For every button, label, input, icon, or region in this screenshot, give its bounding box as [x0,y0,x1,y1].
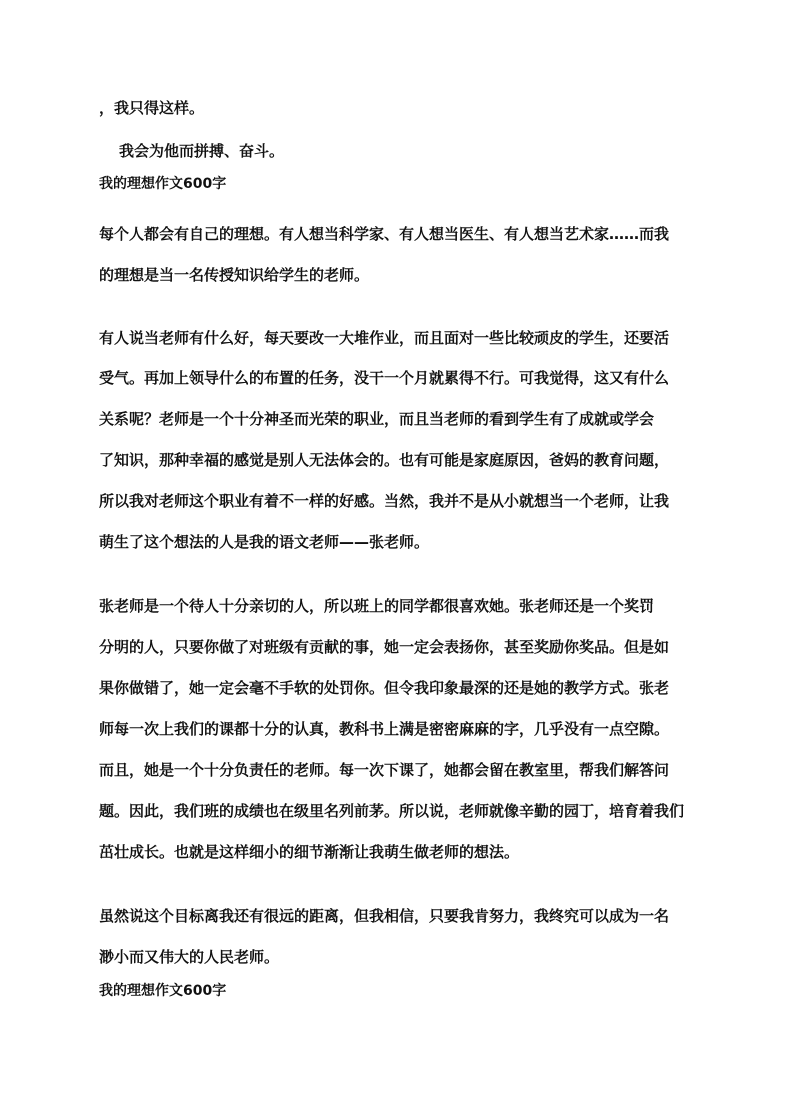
paragraph-line: 而且，她是一个十分负责任的老师。每一次下课了，她都会留在教室里，帮我们解答问 [99,761,670,779]
paragraph-line: 果你做错了，她一定会毫不手软的处罚你。但令我印象最深的还是她的教学方式。张老 [99,679,670,697]
paragraph-line: 虽然说这个目标离我还有很远的距离，但我相信，只要我肯努力，我终究可以成为一名 [99,907,670,925]
intro-fragment: ，我只得这样。 [99,99,205,117]
paragraph-line: 师每一次上我们的课都十分的认真，教科书上满是密密麻麻的字，几乎没有一点空隙。 [99,720,670,738]
essay-title-bottom: 我的理想作文600字 [99,983,227,999]
paragraph-line: 了知识，那种幸福的感觉是别人无法体会的。也有可能是家庭原因，爸妈的教育问题， [99,451,670,469]
paragraph-line: 萌生了这个想法的人是我的语文老师——张老师。 [99,533,430,551]
paragraph-line: 分明的人，只要你做了对班级有贡献的事，她一定会表扬你，甚至奖励你奖品。但是如 [99,638,670,656]
paragraph-line: 的理想是当一名传授知识给学生的老师。 [99,266,370,284]
paragraph-line: 有人说当老师有什么好，每天要改一大堆作业，而且面对一些比较顽皮的学生，还要活 [99,329,670,347]
paragraph-line: 关系呢？老师是一个十分神圣而光荣的职业，而且当老师的看到学生有了成就或学会 [99,410,655,428]
paragraph-line: 渺小而又伟大的人民老师。 [99,948,280,966]
paragraph-line: 题。因此，我们班的成绩也在级里名列前茅。所以说，老师就像辛勤的园丁，培育着我们 [99,802,685,820]
essay-title-top: 我的理想作文600字 [99,176,227,192]
paragraph-line: 茁壮成长。也就是这样细小的细节渐渐让我萌生做老师的想法。 [99,843,520,861]
paragraph-line: 所以我对老师这个职业有着不一样的好感。当然，我并不是从小就想当一个老师，让我 [99,492,670,510]
paragraph-line: 张老师是一个待人十分亲切的人，所以班上的同学都很喜欢她。张老师还是一个奖罚 [99,597,655,615]
paragraph-line: 受气。再加上领导什么的布置的任务，没干一个月就累得不行。可我觉得，这又有什么 [99,369,670,387]
paragraph-line: 每个人都会有自己的理想。有人想当科学家、有人想当医生、有人想当艺术家……而我 [99,225,670,243]
intro-line: 我会为他而拼搏、奋斗。 [119,142,285,160]
